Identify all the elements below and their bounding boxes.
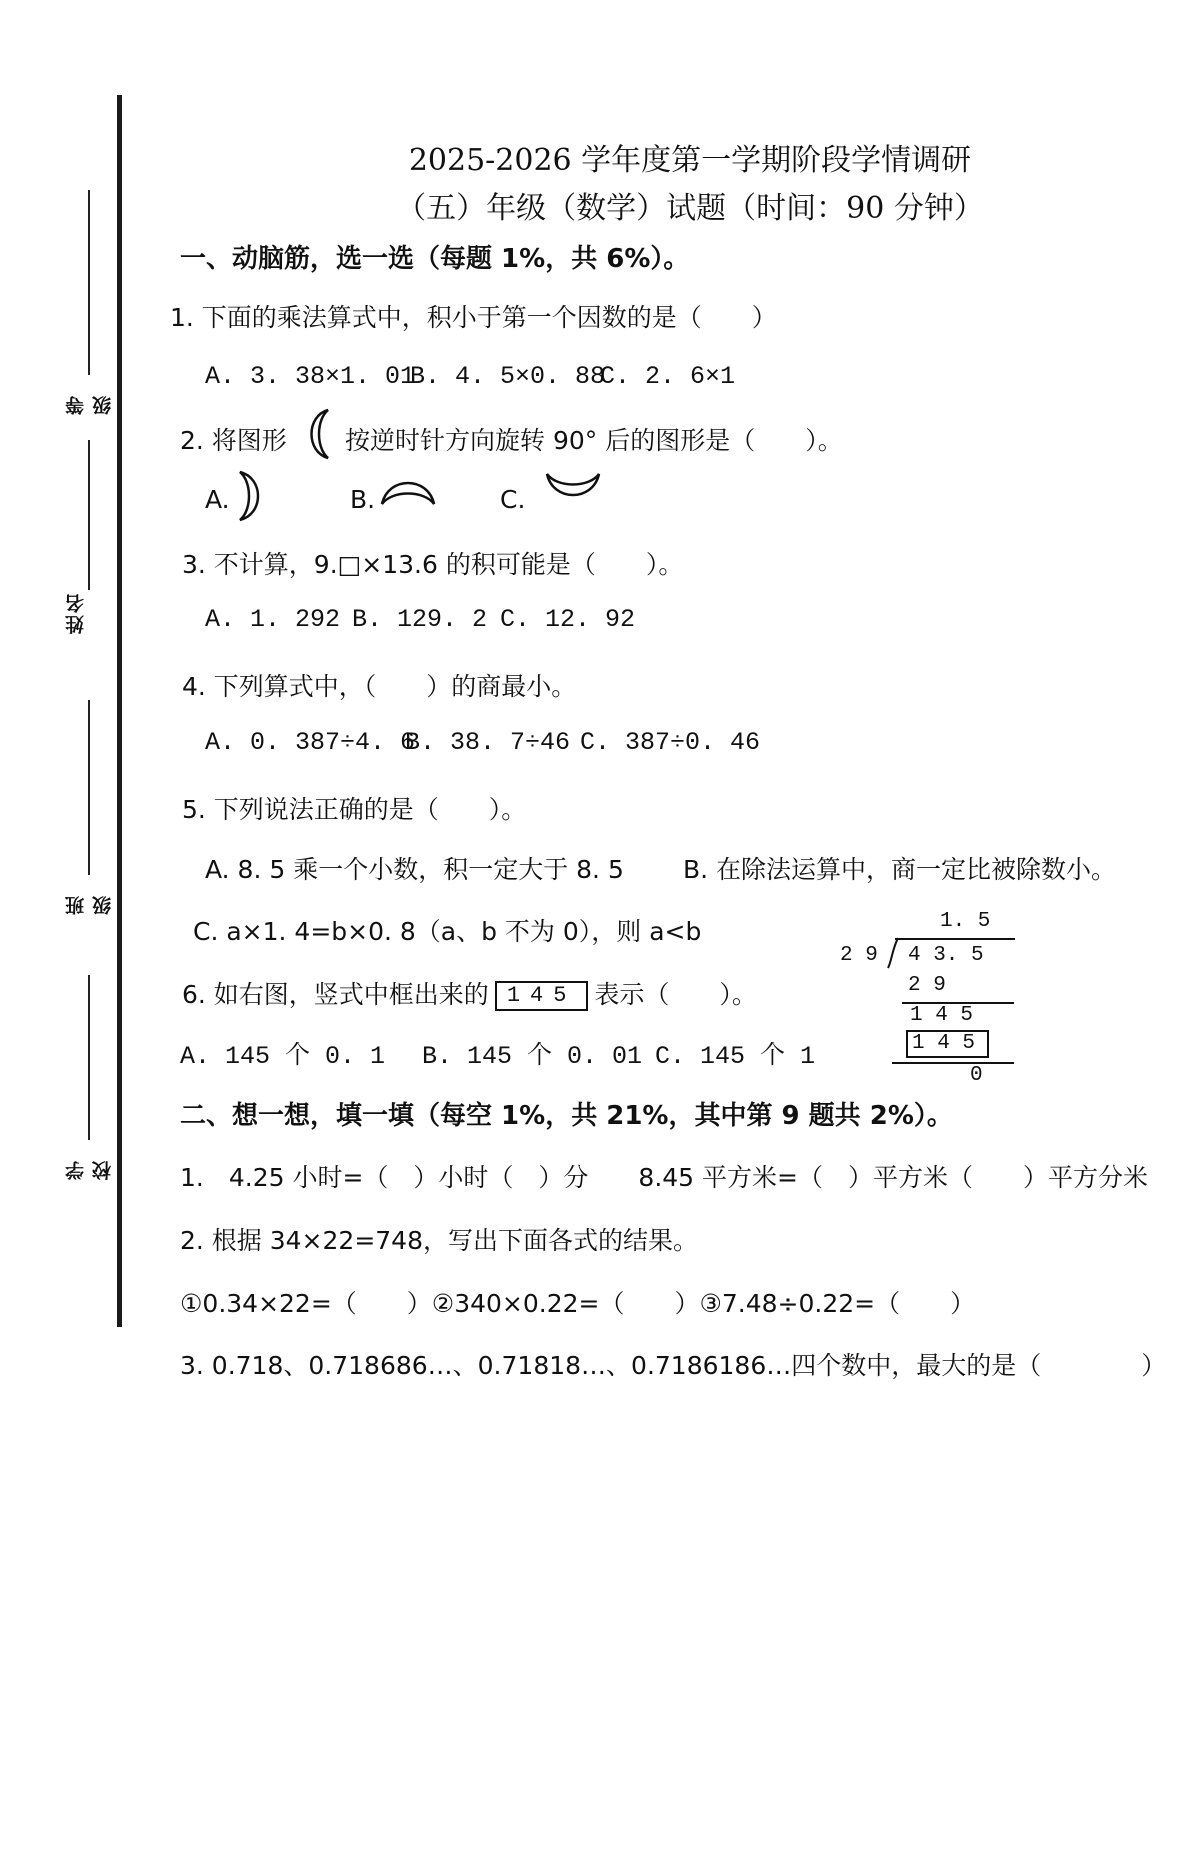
q6-option-c[interactable]: C. 145 个 1 <box>655 1042 816 1071</box>
q6-option-b[interactable]: B. 145 个 0. 01 <box>422 1042 643 1071</box>
s2-q3-text: 3. 0.718、0.718686…、0.71818…、0.7186186…四个数中，最大的是（ ） <box>180 1351 1167 1380</box>
q4-text: 4. 下列算式中，（ ）的商最小。 <box>182 672 577 701</box>
exam-title-line1: 2025-2026 学年度第一学期阶段学情调研 <box>408 143 972 178</box>
margin-field-class[interactable] <box>60 700 114 915</box>
q4-option-a[interactable]: A. 0. 387÷4. 6 <box>205 728 416 757</box>
margin-field-label: 姓名 <box>65 592 87 634</box>
margin-field-school[interactable] <box>60 975 114 1180</box>
q4-option-b[interactable]: B. 38. 7÷46 <box>405 728 571 757</box>
q5-option-b[interactable]: B. 在除法运算中，商一定比被除数小。 <box>683 855 1117 884</box>
s2-q2-text: 2. 根据 34×22=748，写出下面各式的结果。 <box>180 1226 698 1255</box>
margin-field-line <box>88 975 90 1140</box>
q1-option-c[interactable]: C. 2. 6×1 <box>600 362 736 391</box>
q2-text-post: 按逆时针方向旋转 90° 后的图形是（ ）。 <box>345 426 843 455</box>
q6-text-pre: 6. 如右图，竖式中框出来的 <box>182 980 489 1009</box>
q3-option-c[interactable]: C. 12. 92 <box>500 605 636 634</box>
section1-heading: 一、动脑筋，选一选（每题 1%，共 6%）。 <box>180 244 690 274</box>
q6-boxed-number: 145 <box>495 981 589 1011</box>
q1-option-a[interactable]: A. 3. 38×1. 01 <box>205 362 416 391</box>
q4-option-c[interactable]: C. 387÷0. 46 <box>580 728 761 757</box>
exam-title-line2: （五）年级（数学）试题（时间：90 分钟） <box>396 191 984 226</box>
division-remainder: 0 <box>970 1064 983 1087</box>
q3-text: 3. 不计算，9.□×13.6 的积可能是（ ）。 <box>182 550 684 579</box>
division-bracket <box>886 936 900 970</box>
q1-option-b[interactable]: B. 4. 5×0. 88 <box>410 362 606 391</box>
margin-field-line <box>88 440 90 590</box>
q5-text: 5. 下列说法正确的是（ ）。 <box>182 795 527 824</box>
division-step3-boxed: 1 4 5 <box>906 1030 989 1058</box>
q5-option-c[interactable]: C. a×1. 4=b×0. 8（a、b 不为 0），则 a<b <box>193 917 702 946</box>
q6-text-post: 表示（ ）。 <box>594 980 757 1009</box>
q6-option-a[interactable]: A. 145 个 0. 1 <box>180 1042 386 1071</box>
margin-field-label: 班级 <box>65 894 114 915</box>
q2-option-b-label[interactable]: B. <box>350 485 376 514</box>
q2-option-a-crescent-icon <box>232 470 272 522</box>
q2-text-pre: 2. 将图形 <box>180 426 287 455</box>
q2-option-c-label[interactable]: C. <box>500 485 526 514</box>
s2-q2-items: ①0.34×22=（ ）②340×0.22=（ ）③7.48÷0.22=（ ） <box>180 1289 976 1318</box>
q2-option-c-crescent-icon <box>545 468 601 508</box>
q3-option-b[interactable]: B. 129. 2 <box>352 605 488 634</box>
division-step2: 1 4 5 <box>910 1004 974 1027</box>
long-division-figure <box>830 900 1020 1090</box>
margin-field-line <box>88 700 90 875</box>
s2-q1-text: 1. 4.25 小时=（ ）小时（ ）分 8.45 平方米=（ ）平方米（ ）平方分米 <box>180 1163 1148 1192</box>
q1-text: 1. 下面的乘法算式中，积小于第一个因数的是（ ） <box>170 303 777 332</box>
margin-field-label: 等级 <box>65 394 114 415</box>
division-step1: 2 9 <box>908 974 946 997</box>
binding-margin-rule <box>117 95 122 1327</box>
division-line-2 <box>892 1062 1014 1064</box>
q6-text <box>182 975 757 1011</box>
division-quotient: 1. 5 <box>940 910 991 933</box>
section2-heading: 二、想一想，填一填（每空 1%，共 21%，其中第 9 题共 2%）。 <box>180 1101 953 1131</box>
q2-option-a-label[interactable]: A. <box>205 485 230 514</box>
q3-option-a[interactable]: A. 1. 292 <box>205 605 341 634</box>
crescent-shape-icon <box>298 408 338 460</box>
division-bar <box>895 938 1015 940</box>
margin-field-label: 学校 <box>65 1159 114 1180</box>
division-divisor: 2 9 <box>840 944 878 967</box>
division-dividend: 4 3. 5 <box>908 944 984 967</box>
margin-field-name[interactable] <box>60 440 96 635</box>
q5-option-a[interactable]: A. 8. 5 乘一个小数，积一定大于 8. 5 <box>205 855 624 884</box>
q2-option-b-crescent-icon <box>380 470 436 510</box>
